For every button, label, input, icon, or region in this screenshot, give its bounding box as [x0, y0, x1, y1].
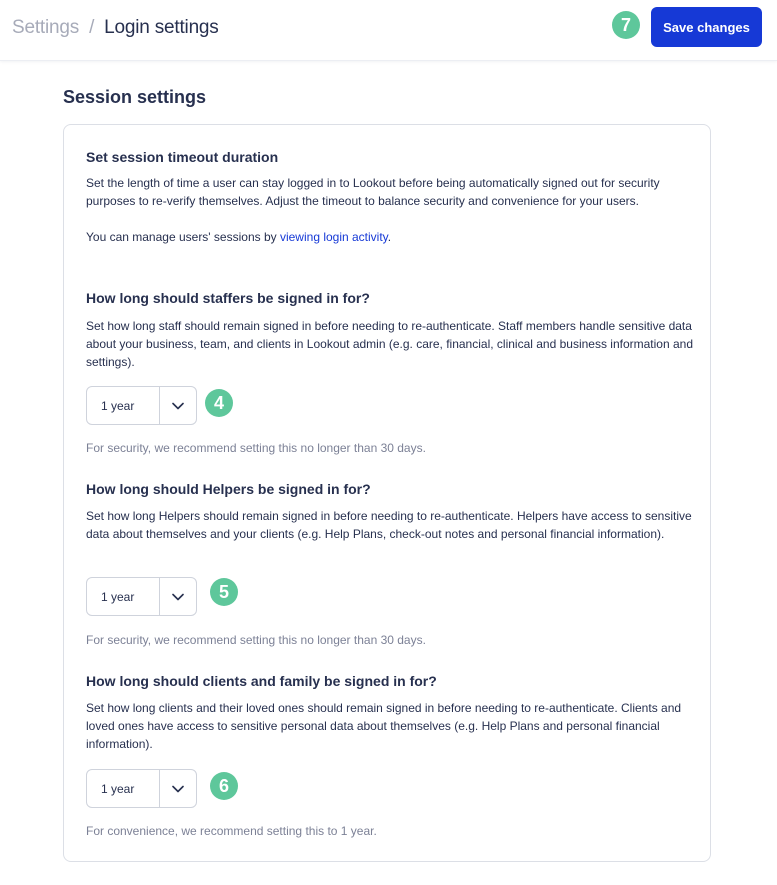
helpers-block [86, 480, 696, 543]
staffers-hint: For security, we recommend setting this no longer than 30 days. [86, 441, 426, 455]
timeout-description: Set the length of time a user can stay logged in to Lookout before being automatically signed out for security purposes to re-verify themselves. Adjust the timeout to balance security and convenience for your users. [86, 176, 660, 208]
breadcrumb [12, 16, 219, 40]
helpers-duration-value: 1 year [101, 589, 135, 604]
chevron-down-icon [159, 770, 196, 807]
breadcrumb-separator: / [89, 17, 95, 38]
chevron-down-icon [159, 578, 196, 615]
page-title: Login settings [104, 17, 219, 38]
clients-duration-select[interactable] [86, 769, 197, 808]
manage-sessions-prefix: You can manage users' sessions by [86, 230, 280, 244]
top-bar [0, 0, 777, 61]
clients-hint: For convenience, we recommend setting this to 1 year. [86, 824, 377, 838]
timeout-heading: Set session timeout duration [86, 149, 279, 165]
manage-sessions-suffix: . [387, 230, 392, 244]
staffers-block [86, 289, 696, 371]
chevron-down-icon [159, 387, 196, 424]
clients-duration-value: 1 year [101, 781, 135, 796]
clients-block [86, 672, 696, 753]
step-badge-7: 7 [612, 11, 640, 39]
section-title: Session settings [63, 87, 207, 107]
manage-sessions-text [86, 228, 696, 246]
staffers-duration-value: 1 year [101, 398, 135, 413]
clients-heading: How long should clients and family be signed in for? [86, 673, 437, 689]
helpers-description: Set how long Helpers should remain signed in before needing to re-authenticate. Helpers have access to sensitive data about themselves and your clients (e.g. Help Plans, check-out notes and personal financial information). [86, 509, 692, 541]
step-badge-4: 4 [205, 389, 233, 417]
step-badge-6: 6 [210, 772, 238, 800]
view-login-activity-link[interactable]: viewing login activity [279, 230, 388, 244]
clients-description: Set how long clients and their loved ones should remain signed in before needing to re-authenticate. Clients and loved ones have access to sensitive personal data about themselves (e.g. Help Plans and personal financial information). [86, 701, 682, 751]
save-changes-button[interactable]: Save changes [651, 7, 762, 47]
staffers-heading: How long should staffers be signed in for? [86, 290, 370, 306]
timeout-block [86, 148, 696, 246]
step-badge-5: 5 [210, 578, 238, 606]
breadcrumb-settings[interactable]: Settings [12, 17, 80, 38]
helpers-heading: How long should Helpers be signed in for? [86, 481, 371, 497]
session-settings-card [63, 124, 711, 862]
staffers-duration-select[interactable] [86, 386, 197, 425]
helpers-duration-select[interactable] [86, 577, 197, 616]
staffers-description: Set how long staff should remain signed in before needing to re-authenticate. Staff members handle sensitive data about your business, team, and clients in Lookout admin (e.g. care, financial, clinical and business information and settings). [86, 319, 694, 369]
helpers-hint: For security, we recommend setting this no longer than 30 days. [86, 633, 426, 647]
